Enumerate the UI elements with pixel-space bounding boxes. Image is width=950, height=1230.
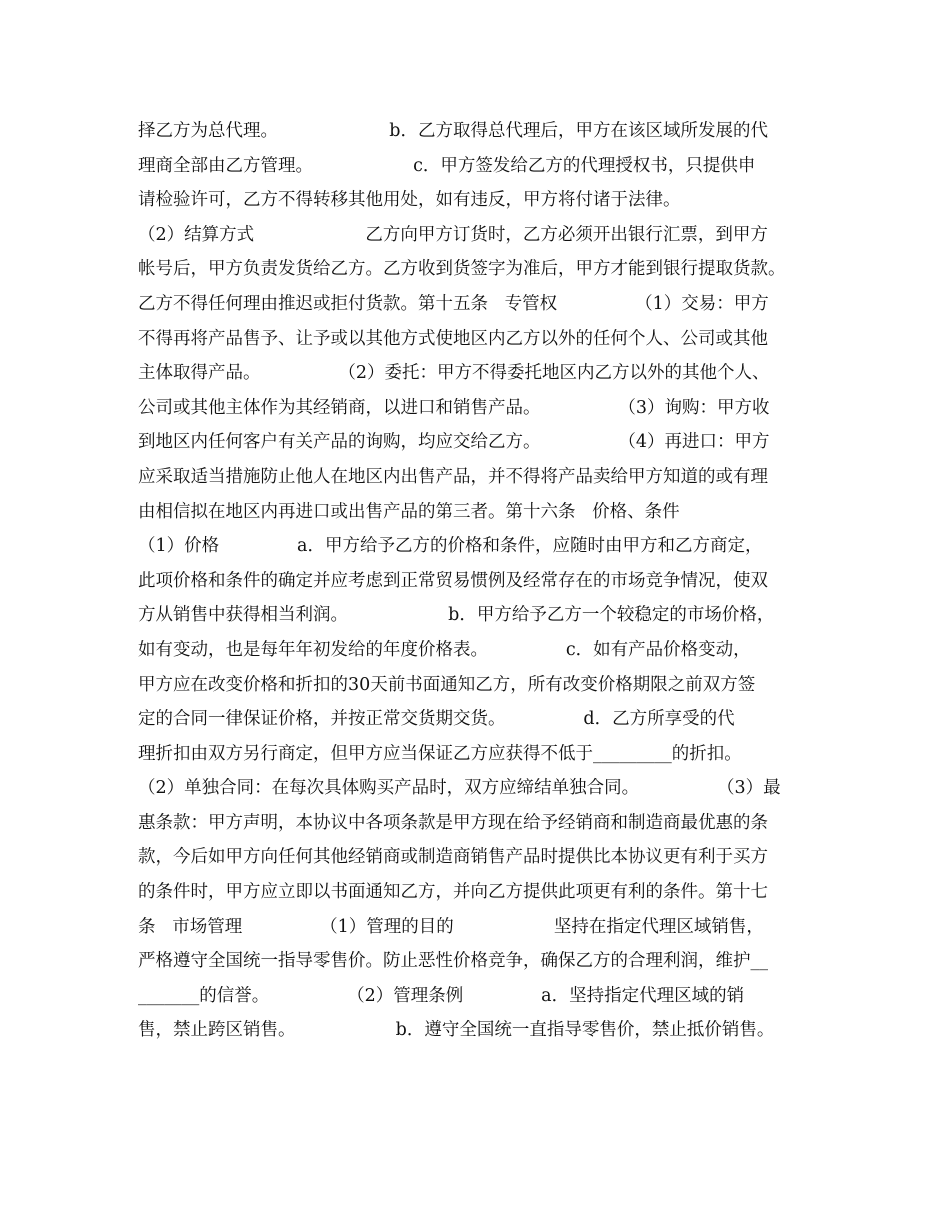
text-line: 择乙方为总代理。 b．乙方取得总代理后，甲方在该区域所发展的代 [138, 121, 768, 141]
text-line: 乙方不得任何理由推迟或拒付货款。第十五条 专管权 （1）交易：甲方 [138, 293, 769, 314]
text-line: 定的合同一律保证价格，并按正常交货期交货。 d．乙方所享受的代 [138, 709, 735, 730]
text-line: 的条件时，甲方应立即以书面通知乙方，并向乙方提供此项更有利的条件。第十七 [138, 882, 768, 903]
text-line: （1）价格 a．甲方给予乙方的价格和条件，应随时由甲方和乙方商定， [138, 536, 763, 557]
text-line: 理折扣由双方另行商定，但甲方应当保证乙方应获得不低于_________的折扣。 [138, 743, 742, 764]
text-line: 甲方应在改变价格和折扣的30天前书面通知乙方，所有改变价格期限之前双方签 [138, 674, 756, 695]
text-line: 条 市场管理 （1）管理的目的 坚持在指定代理区域销售， [138, 916, 764, 937]
text-line: 款，今后如甲方向任何其他经销商或制造商销售产品时提供比本协议更有利于买方 [138, 847, 768, 868]
text-line: 售，禁止跨区销售。 b．遵守全国统一直指导零售价，禁止抵价销售。 [138, 1020, 775, 1041]
text-line: 此项价格和条件的确定并应考虑到正常贸易惯例及经常存在的市场竞争情况，使双 [138, 570, 768, 591]
text-line: （2）结算方式 乙方向甲方订货时，乙方必须开出银行汇票，到甲方 [138, 224, 768, 245]
text-line: （2）单独合同：在每次具体购买产品时，双方应缔结单独合同。 （3）最 [138, 778, 781, 799]
contract-body-text [138, 114, 838, 1048]
text-line: 如有变动，也是每年年初发给的年度价格表。 c．如有产品价格变动， [138, 639, 751, 660]
text-line: 请检验许可，乙方不得转移其他用处，如有违反，甲方将付诸于法律。 [138, 190, 681, 211]
text-line: 到地区内任何客户有关产品的询购，均应交给乙方。 （4）再进口：甲方 [138, 432, 770, 453]
text-line: 严格遵守全国统一指导零售价。防止恶性价格竞争，确保乙方的合理利润，维护__ [138, 951, 768, 972]
text-line: _______的信誉。 （2）管理条例 a．坚持指定代理区域的销 [138, 985, 745, 1006]
text-line: 不得再将产品售予、让予或以其他方式使地区内乙方以外的任何个人、公司或其他 [138, 328, 768, 349]
text-line: 应采取适当措施防止他人在地区内出售产品，并不得将产品卖给甲方知道的或有理 [138, 466, 768, 487]
text-line: 由相信拟在地区内再进口或出售产品的第三者。第十六条 价格、条件 [138, 501, 680, 522]
text-line: 理商全部由乙方管理。 c．甲方签发给乙方的代理授权书，只提供申 [138, 155, 756, 176]
text-line: 惠条款：甲方声明，本协议中各项条款是甲方现在给予经销商和制造商最优惠的条 [138, 812, 768, 833]
text-line: 主体取得产品。 （2）委托：甲方不得委托地区内乙方以外的其他个人、 [138, 363, 770, 384]
text-line: 公司或其他主体作为其经销商，以进口和销售产品。 （3）询购：甲方收 [138, 397, 770, 418]
text-line: 帐号后，甲方负责发货给乙方。乙方收到货签字为准后，甲方才能到银行提取货款。 [138, 259, 786, 280]
text-line: 方从销售中获得相当利润。 b．甲方给予乙方一个较稳定的市场价格， [138, 605, 775, 626]
